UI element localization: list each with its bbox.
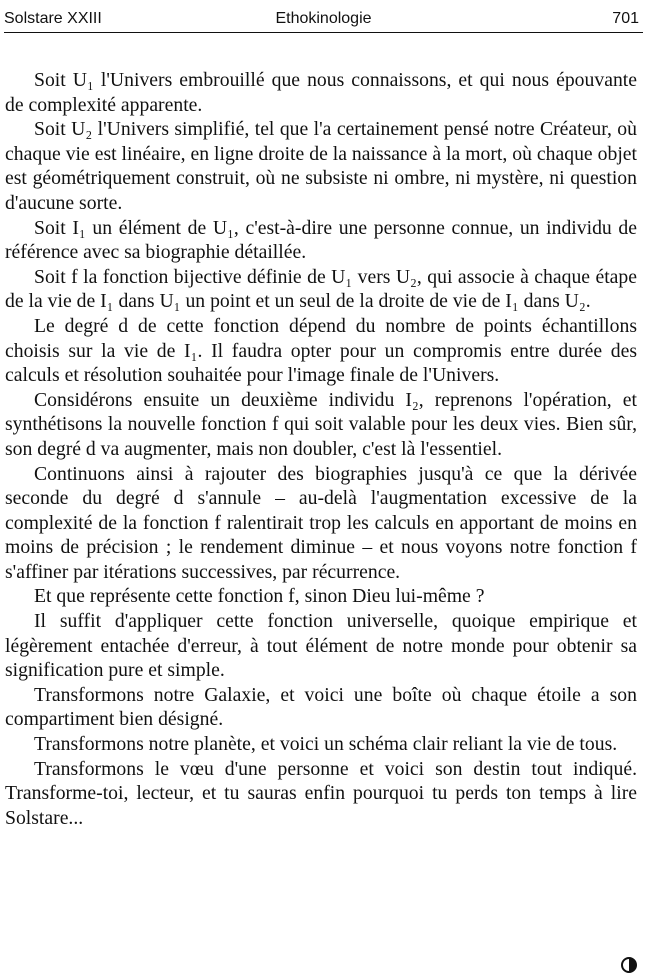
paragraph-9: Il suffit d'appliquer cette fonction universelle, quoique empirique et légèrement entachée d'erreur, à tout élément de notre monde pour obtenir sa signification pure et simple.: [5, 610, 637, 682]
paragraph-11: Transformons notre planète, et voici un schéma clair reliant la vie de tous.: [34, 733, 618, 756]
running-header: [4, 4, 643, 33]
journal-title: Solstare XXIII: [4, 10, 102, 27]
paragraph-3: Soit I₁ un élément de U₁, c'est-à-dire une personne connue, un individu de référence avec sa biographie détaillée.: [5, 216, 637, 264]
paragraph-12: Transformons le vœu d'une personne et voici son destin tout indiqué. Transforme-toi, lecteur, et tu sauras enfin pourquoi tu perds ton temps à lire Solstare...: [5, 757, 637, 829]
article-body: [5, 68, 637, 830]
paragraph-6: Considérons ensuite un deuxième individu I₂, reprenons l'opération, et synthétisons la nouvelle fonction f qui soit valable pour les deux vies. Bien sûr, son degré d va augmenter, mais non doubler, c'est là l'essentiel.: [5, 388, 637, 460]
paragraph-2: Soit U₂ l'Univers simplifié, tel que l'a certainement pensé notre Créateur, où chaque vie est linéaire, en ligne droite de la naissance à la mort, où chaque objet est géométriquement construit, où ne subsiste ni ombre, ni mystère, ni question d'aucune sorte.: [5, 118, 637, 214]
paragraph-7: Continuons ainsi à rajouter des biographies jusqu'à ce que la dérivée seconde du degré d s'annule – au-delà l'augmentation excessive de la complexité de la fonction f ralentirait trop les calculs en apportant de moins en moins de précision ; le rendement diminue – et nous voyons notre fonction f s'affiner par itérations successives, par récurrence.: [5, 462, 637, 583]
paragraph-8: Et que représente cette fonction f, sinon Dieu lui-même ?: [34, 585, 485, 608]
end-of-article-icon: [621, 957, 637, 973]
paragraph-4: Soit f la fonction bijective définie de U₁ vers U₂, qui associe à chaque étape de la vie de I₁ dans U₁ un point et un seul de la droite de vie de I₁ dans U₂.: [5, 265, 637, 313]
paragraph-1: Soit U₁ l'Univers embrouillé que nous connaissons, et qui nous épouvante de complexité apparente.: [5, 69, 637, 116]
section-title: Ethokinologie: [275, 10, 372, 27]
paragraph-10: Transformons notre Galaxie, et voici une boîte où chaque étoile a son compartiment bien désigné.: [5, 683, 637, 731]
page-number: 701: [612, 10, 639, 27]
paragraph-5: Le degré d de cette fonction dépend du nombre de points échantillons choisis sur la vie de I₁. Il faudra opter pour un compromis entre durée des calculs et résolution souhaitée pour l'image finale de l'Univers.: [5, 314, 637, 387]
